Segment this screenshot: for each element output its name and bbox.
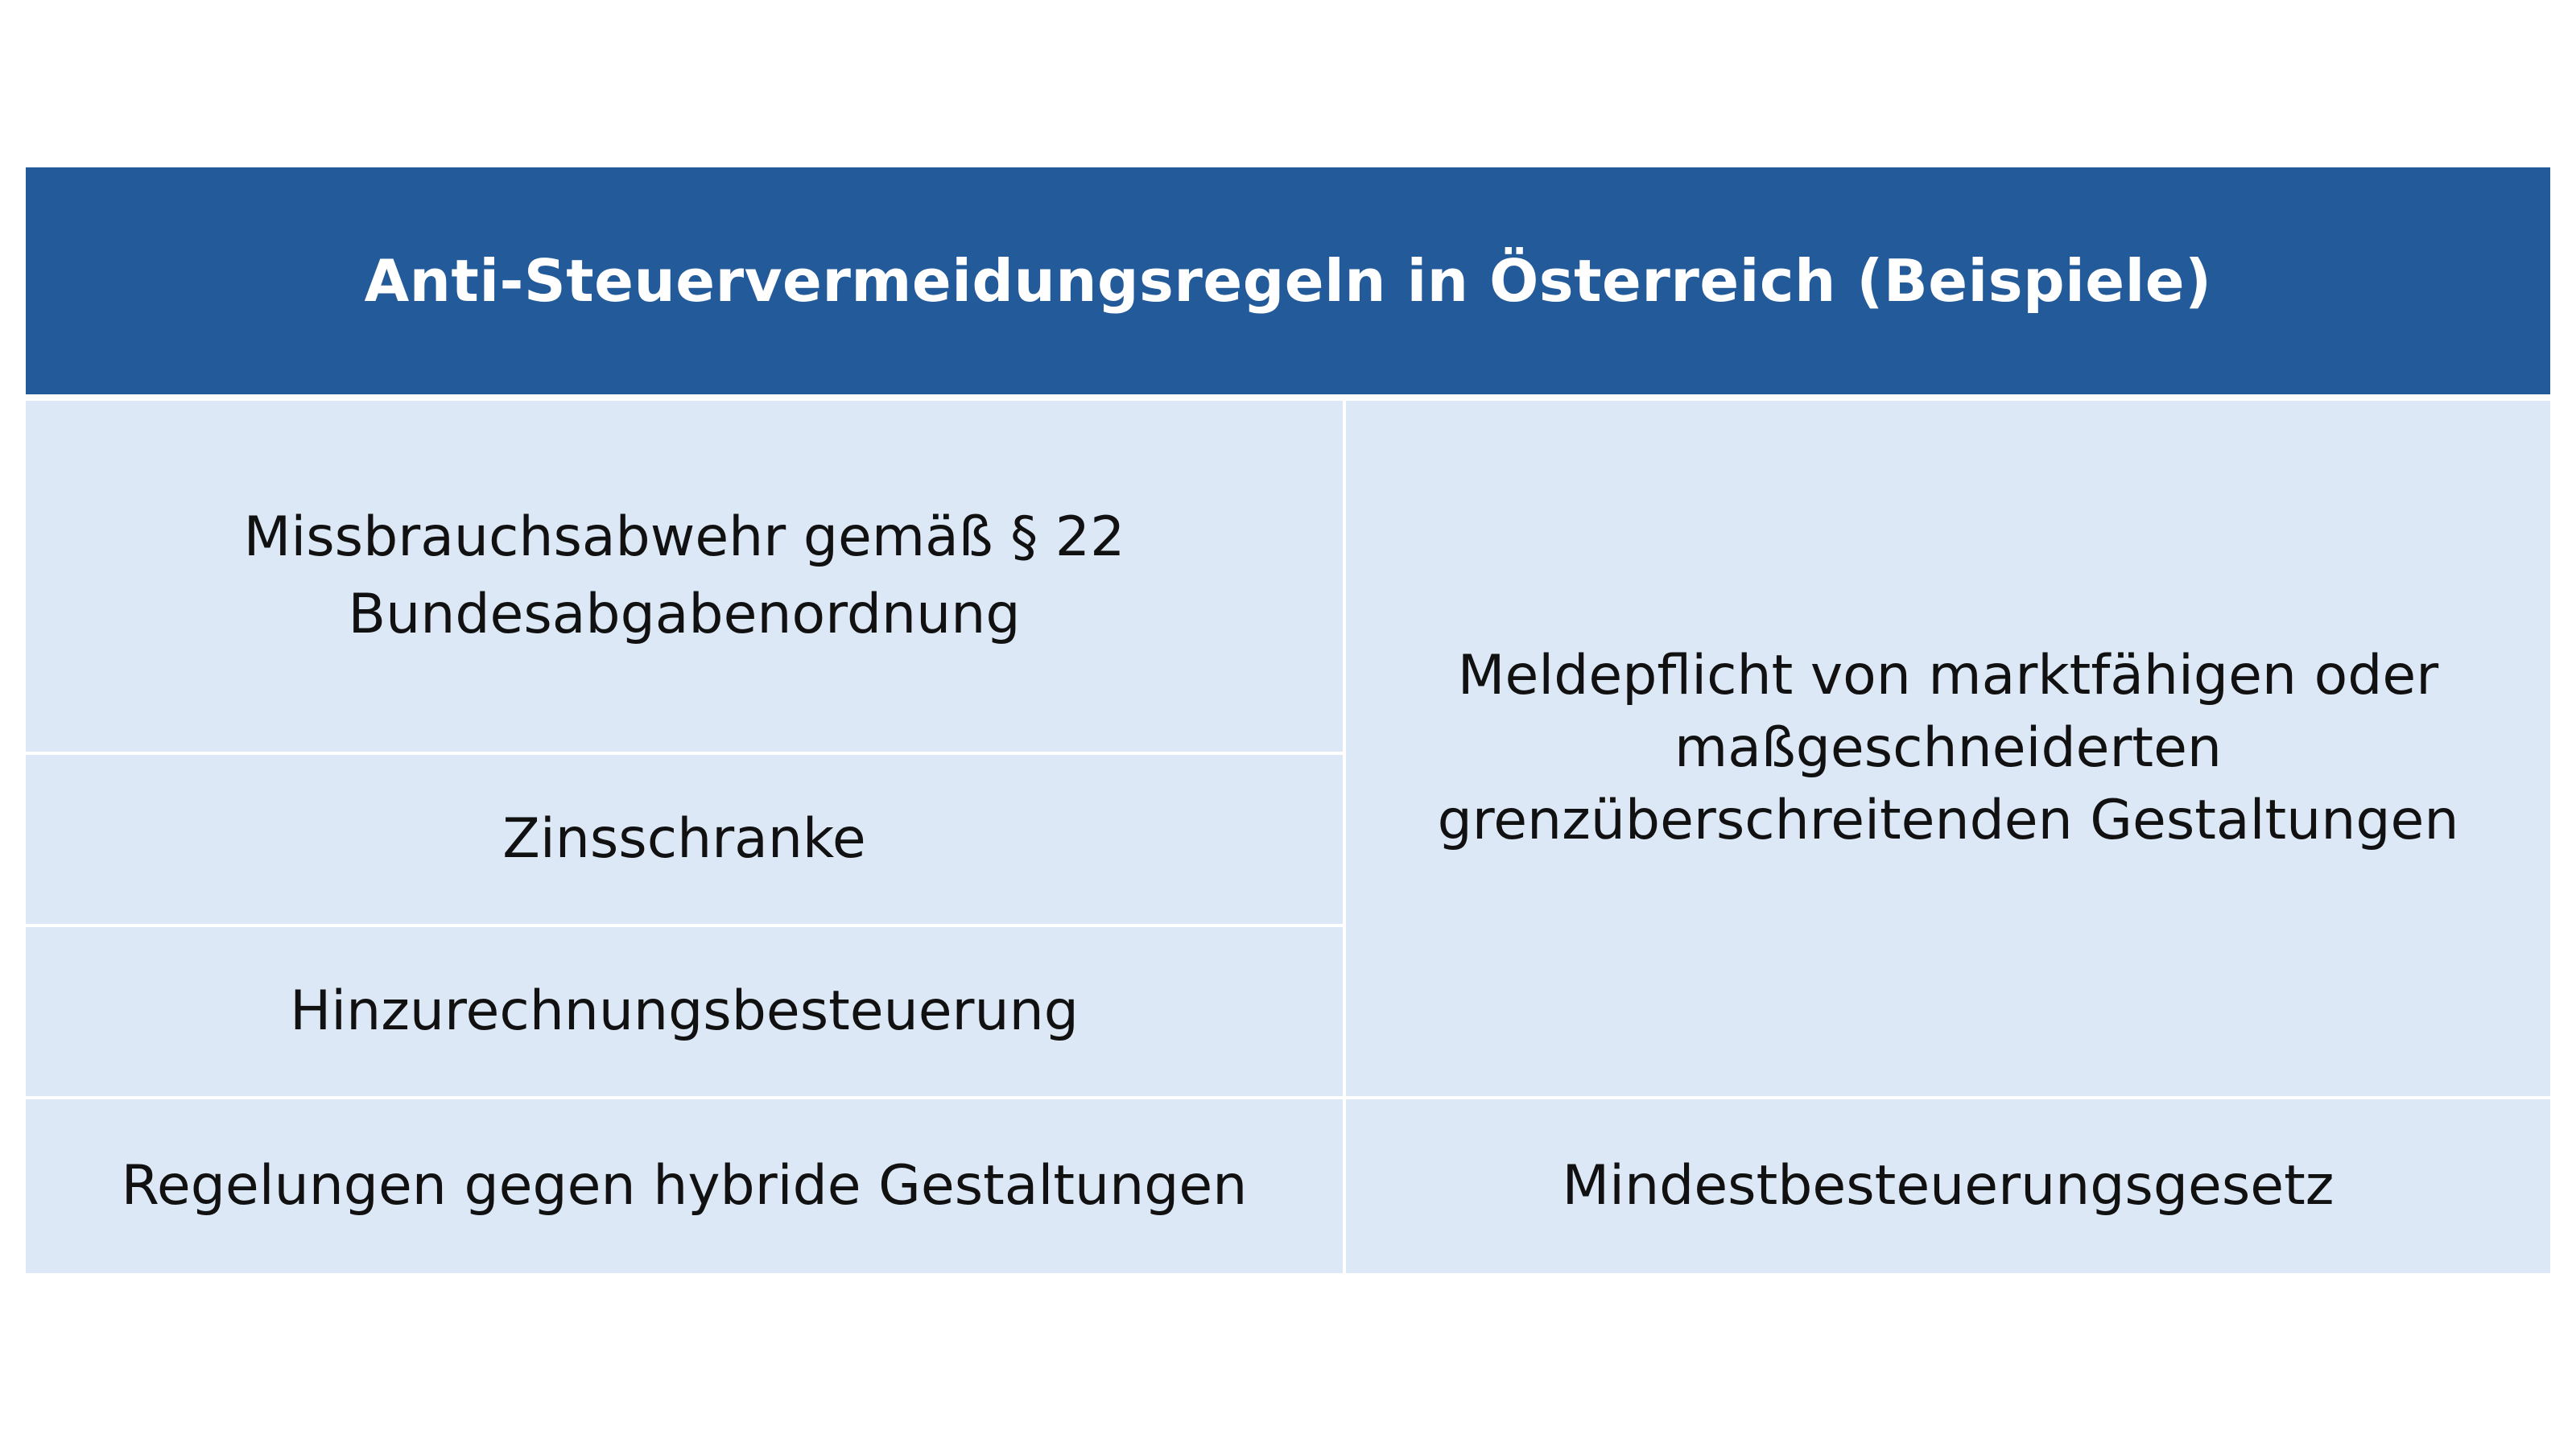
cell-line: Hinzurechnungsbesteuerung xyxy=(290,979,1079,1043)
anti-tax-avoidance-table xyxy=(26,167,2550,1273)
cell-line: Mindestbesteuerungsgesetz xyxy=(1562,1154,2334,1218)
table-title: Anti-Steuervermeidungsregeln in Österreich (Beispiele) xyxy=(26,167,2550,401)
cell-line: Zinsschranke xyxy=(502,807,866,871)
table-cell-hybride-gestaltungen xyxy=(26,1099,1343,1273)
table-cell-meldepflicht xyxy=(1346,401,2550,1096)
cell-line: Bundesabgabenordnung xyxy=(348,583,1021,646)
cell-line: Missbrauchsabwehr gemäß § 22 xyxy=(243,505,1125,569)
cell-line: grenzüberschreitenden Gestaltungen xyxy=(1437,789,2459,852)
table-cell-zinsschranke xyxy=(26,755,1343,924)
cell-line: maßgeschneiderten xyxy=(1674,716,2223,780)
table-cell-missbrauchsabwehr xyxy=(26,401,1343,752)
table-cell-mindestbesteuerungsgesetz xyxy=(1346,1099,2550,1273)
table-cell-hinzurechnungsbesteuerung xyxy=(26,927,1343,1096)
cell-line: Regelungen gegen hybride Gestaltungen xyxy=(121,1154,1248,1218)
cell-line: Meldepflicht von marktfähigen oder xyxy=(1457,644,2439,707)
